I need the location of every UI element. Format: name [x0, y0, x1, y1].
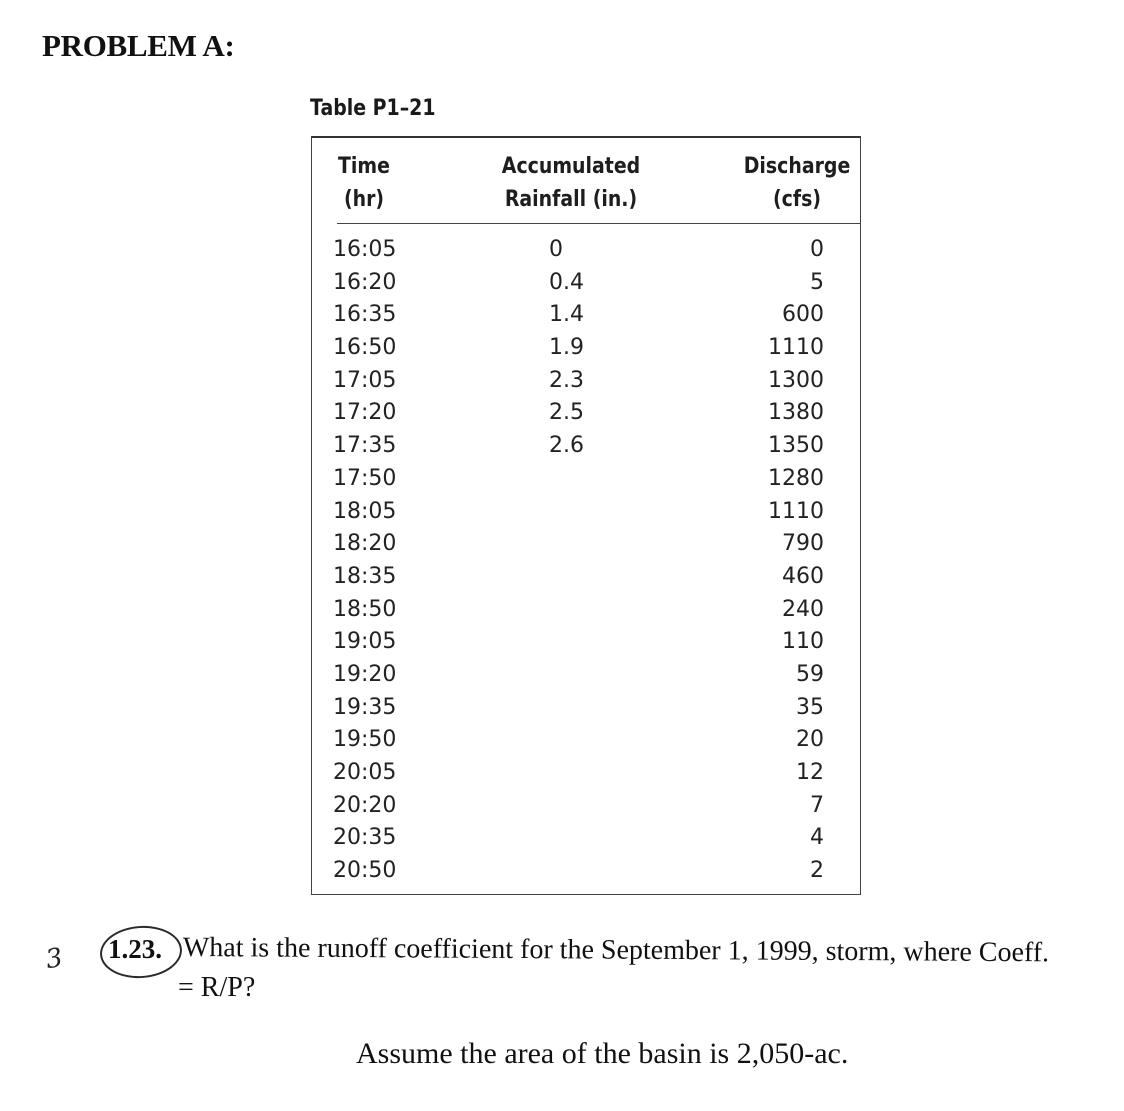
problem-number: 1.23. [108, 934, 162, 964]
column-header-discharge-line2: (cfs) [772, 187, 821, 212]
cell-discharge: 35 [796, 694, 824, 720]
cell-time: 16:35 [333, 302, 397, 328]
cell-discharge: 1380 [768, 400, 824, 426]
table-row [312, 496, 860, 529]
cell-time: 20:50 [333, 858, 397, 884]
table-row [312, 626, 860, 659]
table-row [312, 299, 860, 332]
header-divider [337, 223, 860, 224]
cell-discharge: 1350 [768, 433, 824, 459]
cell-discharge: 1280 [768, 465, 824, 491]
column-header-time [322, 150, 406, 216]
cell-time: 17:35 [333, 433, 397, 459]
cell-time: 19:35 [333, 694, 397, 720]
cell-rainfall: 2.3 [549, 367, 584, 393]
table-row [312, 234, 860, 267]
table-row [312, 267, 860, 300]
cell-discharge: 2 [810, 858, 824, 884]
table-row [312, 659, 860, 692]
table-row [312, 528, 860, 561]
question-text-line1: What is the runoff coefficient for the September 1, 1999, storm, where Coeff. [182, 932, 1050, 969]
cell-rainfall: 2.6 [549, 433, 584, 459]
question-text-line2: = R/P? [178, 972, 256, 1003]
cell-rainfall: 0 [549, 237, 563, 262]
column-header-time-line2: (hr) [343, 187, 385, 212]
cell-time: 19:20 [333, 661, 397, 687]
cell-discharge: 110 [782, 629, 824, 655]
cell-time: 19:50 [333, 727, 397, 753]
handwritten-mark: 3 [43, 942, 66, 976]
cell-time: 17:50 [333, 465, 397, 491]
basin-area-note: Assume the area of the basin is 2,050-ac. [356, 1037, 849, 1070]
table-row [312, 561, 860, 594]
table-row [312, 822, 860, 855]
table-body [312, 234, 860, 888]
column-header-rainfall [482, 150, 660, 216]
cell-time: 18:05 [333, 498, 397, 524]
cell-time: 17:20 [333, 400, 397, 426]
table-row [312, 594, 860, 627]
table-row [312, 397, 860, 430]
cell-time: 16:50 [333, 335, 397, 361]
cell-time: 16:20 [333, 269, 397, 295]
table-header-row [312, 138, 860, 224]
cell-rainfall: 2.5 [549, 400, 584, 426]
cell-time: 17:05 [333, 367, 397, 393]
cell-discharge: 5 [810, 269, 824, 295]
column-header-discharge [730, 150, 864, 216]
table-row [312, 790, 860, 823]
table-row [312, 463, 860, 496]
cell-rainfall: 1.4 [549, 302, 584, 328]
cell-time: 16:05 [333, 237, 397, 262]
cell-time: 20:05 [333, 760, 397, 785]
table-row [312, 855, 860, 888]
table-row [312, 692, 860, 725]
cell-discharge: 790 [782, 531, 824, 557]
table-row [312, 757, 860, 790]
column-header-rainfall-line1: Accumulated [501, 154, 641, 179]
problem-heading: PROBLEM A: [42, 28, 235, 63]
table-row [312, 332, 860, 365]
cell-discharge: 4 [810, 825, 824, 851]
column-header-discharge-line1: Discharge [743, 154, 851, 179]
cell-discharge: 0 [810, 237, 824, 262]
cell-discharge: 20 [796, 727, 824, 753]
cell-discharge: 59 [796, 661, 824, 687]
table-row [312, 430, 860, 463]
cell-discharge: 460 [782, 563, 824, 589]
cell-discharge: 600 [782, 302, 824, 328]
cell-discharge: 7 [810, 792, 824, 818]
cell-time: 18:35 [333, 563, 397, 589]
cell-time: 18:50 [333, 596, 397, 622]
table-caption: Table P1–21 [310, 96, 436, 121]
cell-time: 18:20 [333, 531, 397, 557]
cell-time: 20:35 [333, 825, 397, 851]
cell-discharge: 1110 [768, 335, 824, 361]
data-table [311, 136, 861, 895]
cell-discharge: 12 [796, 760, 824, 785]
column-header-rainfall-line2: Rainfall (in.) [504, 187, 638, 212]
cell-discharge: 240 [782, 596, 824, 622]
cell-rainfall: 1.9 [549, 335, 584, 361]
cell-discharge: 1110 [768, 498, 824, 524]
table-row [312, 365, 860, 398]
cell-rainfall: 0.4 [549, 269, 584, 295]
column-header-time-line1: Time [338, 154, 390, 179]
cell-time: 19:05 [333, 629, 397, 655]
cell-discharge: 1300 [768, 367, 824, 393]
cell-time: 20:20 [333, 792, 397, 818]
table-row [312, 724, 860, 757]
